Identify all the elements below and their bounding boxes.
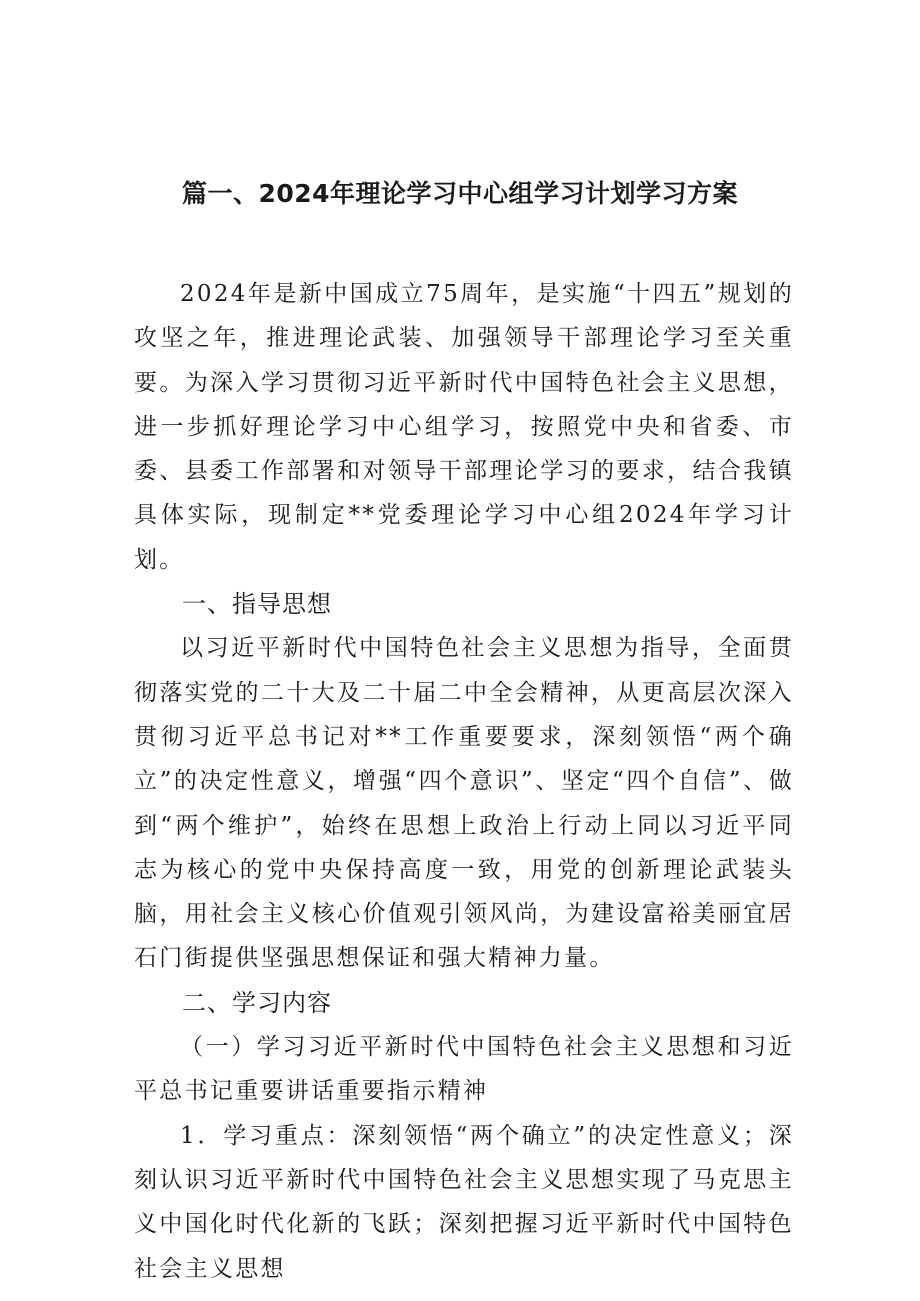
- document-body: [134, 272, 794, 1291]
- document-title: 篇一、2024年理论学习中心组学习计划学习方案: [181, 179, 739, 208]
- study-focus-item: 1．学习重点：深刻领悟“两个确立”的决定性意义；深刻认识习近平新时代中国特色社会主义思想实现了马克思主义中国化时代化新的飞跃；深刻把握习近平新时代中国特色社会主义思想: [134, 1122, 794, 1282]
- subsection-heading: （一）学习习近平新时代中国特色社会主义思想和习近平总书记重要讲话重要指示精神: [134, 1034, 794, 1105]
- section-heading-study-content: 二、学习内容: [182, 988, 332, 1017]
- intro-paragraph: 2024年是新中国成立75周年，是实施“十四五”规划的攻坚之年，推进理论武装、加强领导干部理论学习至关重要。为深入学习贯彻习近平新时代中国特色社会主义思想，进一步抓好理论学习中心组学习，按照党中央和省委、市委、县委工作部署和对领导干部理论学习的要求，结合我镇具体实际，现制定**党委理论学习中心组2024年学习计划。: [134, 281, 794, 573]
- section-heading-guiding-ideology: 一、指导思想: [182, 590, 332, 619]
- guiding-ideology-paragraph: 以习近平新时代中国特色社会主义思想为指导，全面贯彻落实党的二十大及二十届二中全会精神，从更高层次深入贯彻习近平总书记对**工作重要要求，深刻领悟“两个确立”的决定性意义，增强“四个意识”、坚定“四个自信”、做到“两个维护”，始终在思想上政治上行动上同以习近平同志为核心的党中央保持高度一致，用党的创新理论武装头脑，用社会主义核心价值观引领风尚，为建设富裕美丽宜居石门街提供坚强思想保证和强大精神力量。: [134, 635, 794, 972]
